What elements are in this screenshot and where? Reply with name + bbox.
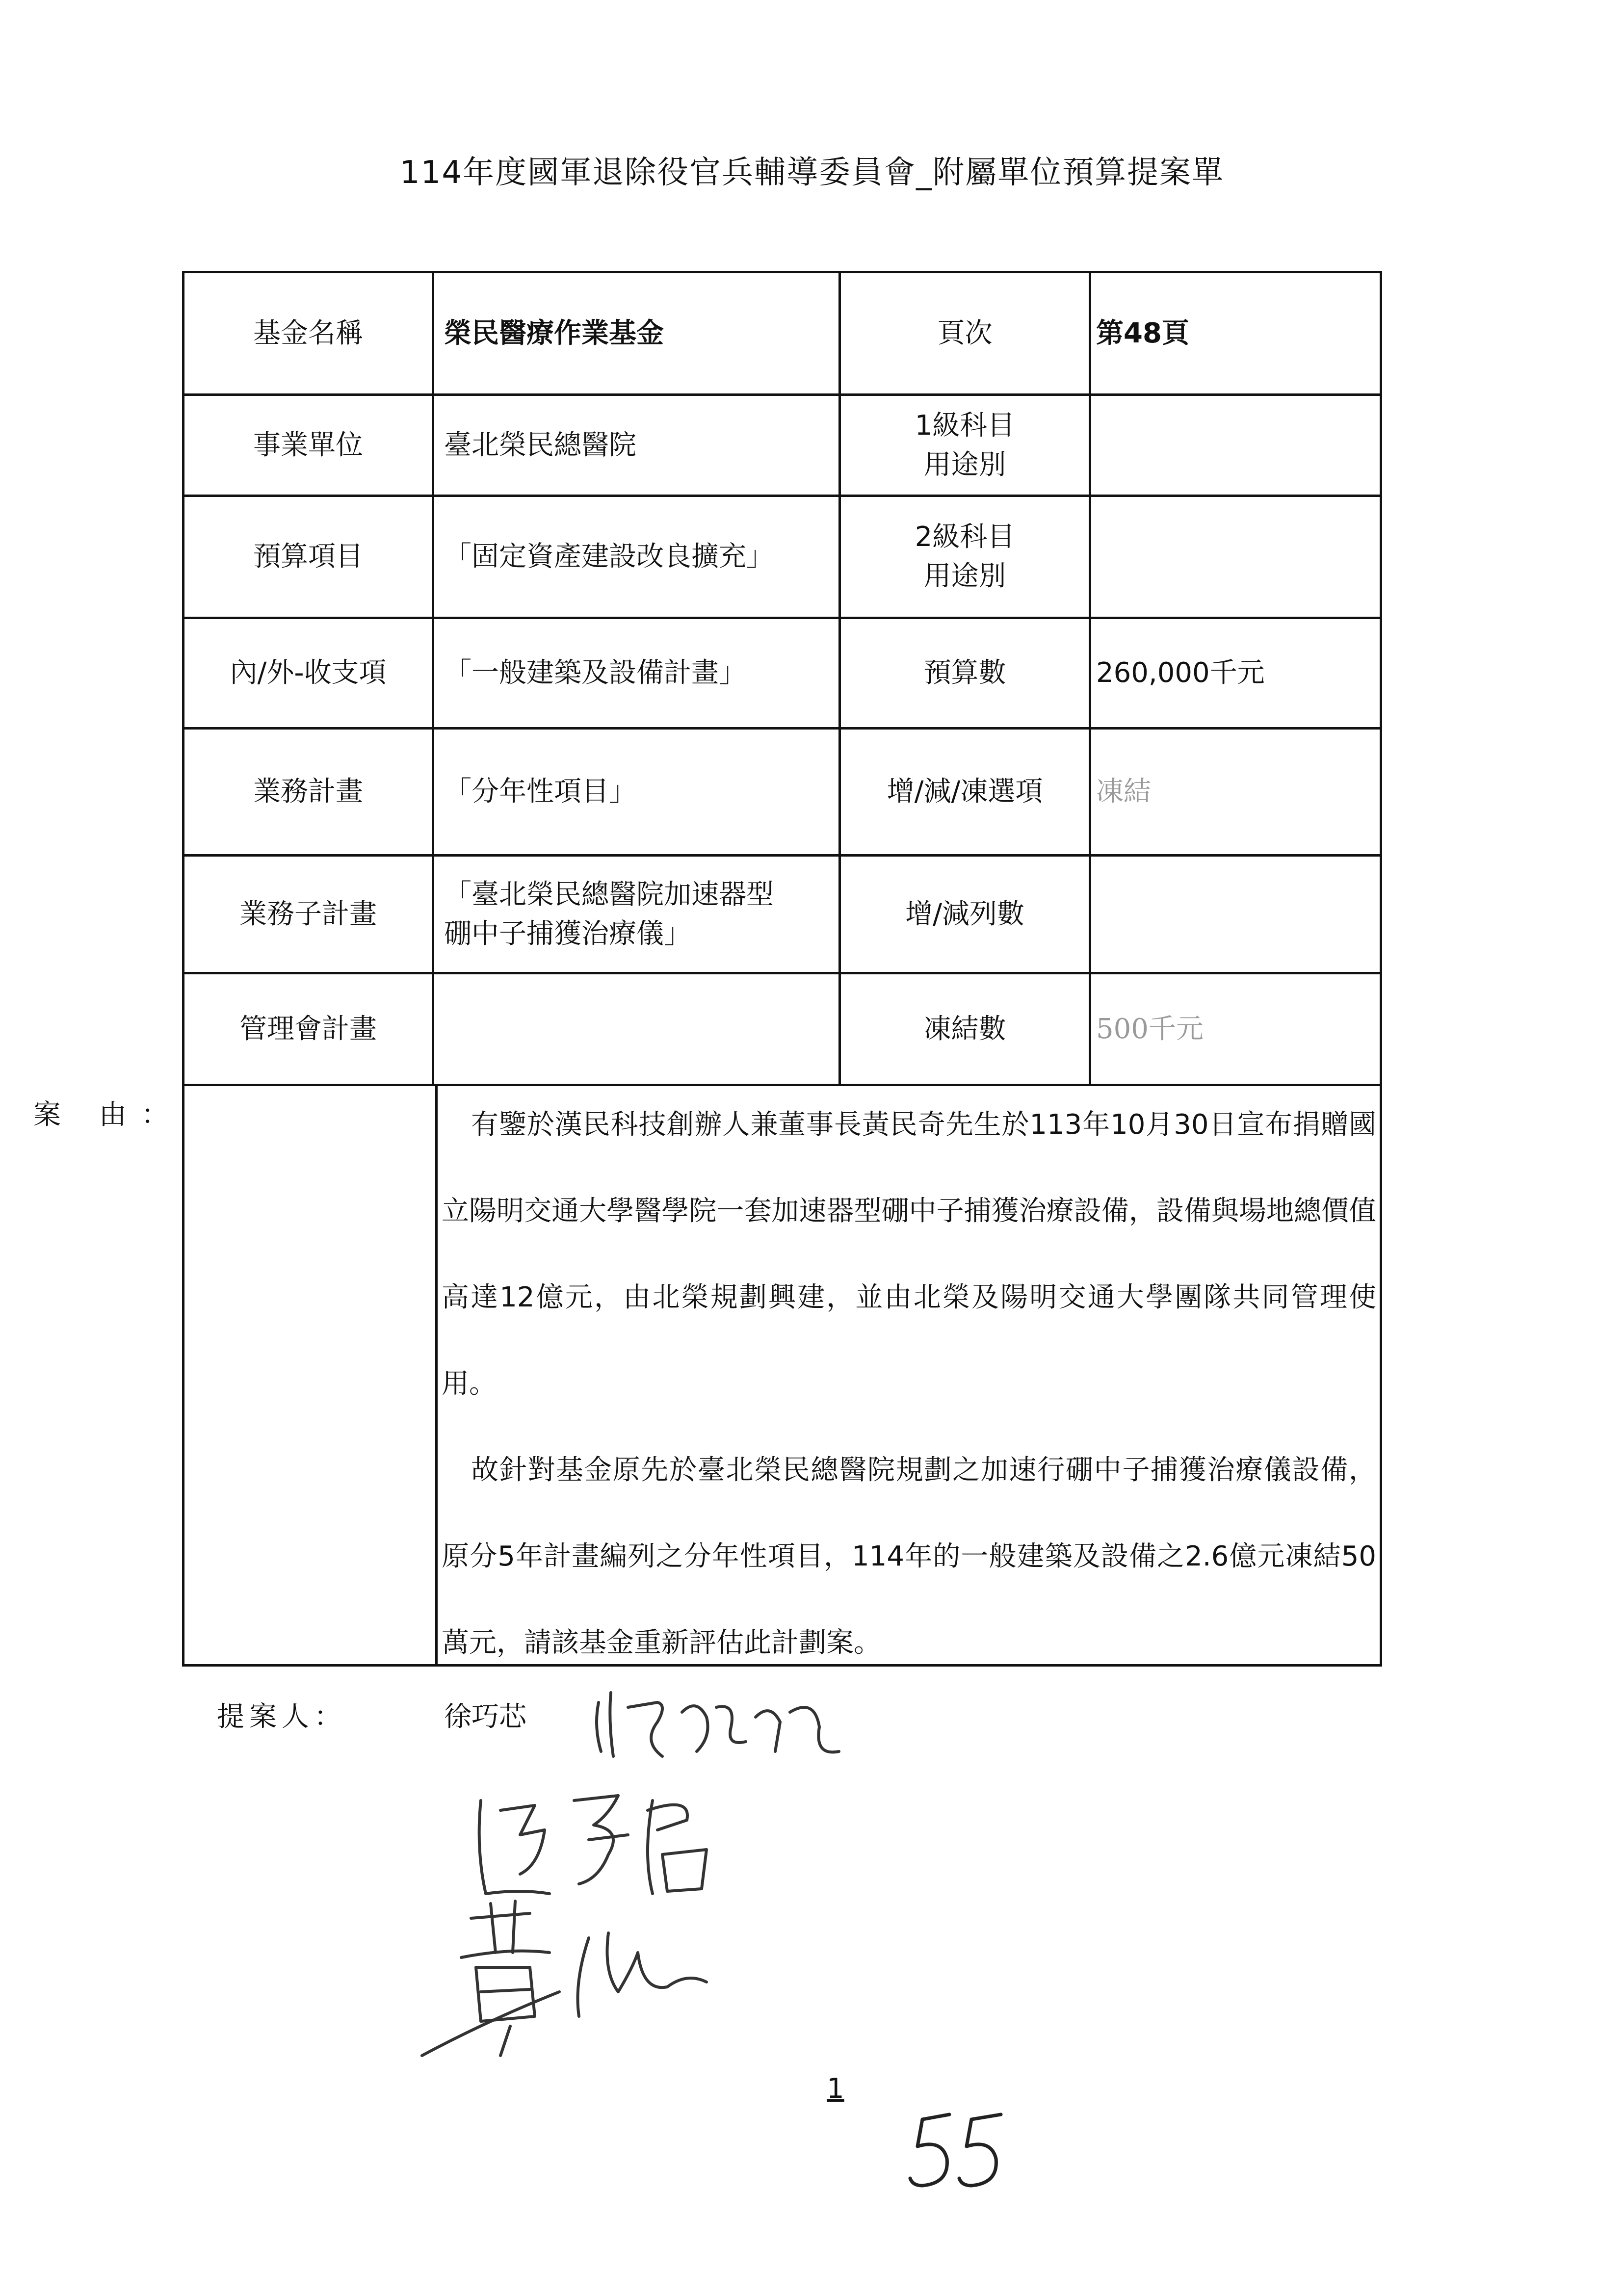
sub-plan-label: 業務子計畫 (239, 898, 377, 930)
unit-label: 事業單位 (253, 429, 363, 461)
budget-item-value: 「固定資產建設改良擴充」 (444, 541, 774, 573)
level2-value (1091, 497, 1381, 617)
inout-label: 內/外-收支項 (230, 657, 387, 689)
proposer-label: 提案人： (217, 1701, 346, 1733)
option-value: 凍結 (1096, 776, 1151, 808)
level2-label (841, 497, 1089, 617)
mgmt-plan-label: 管理會計畫 (239, 1013, 377, 1045)
sub-plan-value-line2: 硼中子捕獲治療儀」 (444, 917, 691, 950)
frozen-amount-value: 500千元 (1096, 1013, 1204, 1045)
level1-value (1091, 396, 1381, 495)
option-label: 增/減/凍選項 (887, 776, 1043, 808)
budget-item-label: 預算項目 (253, 541, 363, 573)
frozen-amount-label: 凍結數 (923, 1013, 1006, 1045)
page-value: 第48頁 (1096, 317, 1189, 349)
row-change-value (1091, 857, 1381, 972)
proposer-name: 徐巧芯 (444, 1701, 526, 1733)
page-number: 1 (827, 2073, 844, 2105)
sub-plan-value (434, 857, 838, 972)
level1-label (841, 396, 1089, 495)
reason-paragraph-2: 故針對基金原先於臺北榮民總醫院規劃之加速行硼中子捕獲治療儀設備，原分5年計畫編列之分年性項目，114年的一般建築及設備之2.6億元凍結50萬元，請該基金重新評估此計劃案。 (442, 1454, 1376, 1659)
reason-paragraph-1: 有鑒於漢民科技創辦人兼董事長黃民奇先生於113年10月30日宣布捐贈國立陽明交通大學醫學院一套加速器型硼中子捕獲治療設備，設備與場地總價值高達12億元，由北榮規劃興建，並由北榮及陽明交通大學團隊共同管理使用。 (442, 1109, 1376, 1400)
fund-name-label: 基金名稱 (253, 317, 363, 349)
table-divider (435, 1085, 438, 1667)
page-label: 頁次 (937, 317, 993, 349)
sub-plan-value-line1: 「臺北榮民總醫院加速器型 (444, 878, 774, 911)
reason-text (442, 1082, 1376, 1686)
page-title: 114年度國軍退除役官兵輔導委員會_附屬單位預算提案單 (399, 155, 1225, 191)
handwritten-signature-1 (584, 1683, 859, 1781)
business-plan-value: 「分年性項目」 (444, 776, 636, 808)
mgmt-plan-value (434, 974, 838, 1084)
budget-amount-label: 預算數 (923, 657, 1006, 689)
handwritten-page-stamp (903, 2105, 1011, 2198)
handwritten-signature-3 (412, 1894, 726, 2070)
level2-label-line1: 2級科目 (915, 521, 1015, 553)
row-change-label: 增/減列數 (905, 898, 1024, 930)
level1-label-line2: 用途別 (923, 448, 1006, 481)
business-plan-label: 業務計畫 (253, 776, 363, 808)
budget-amount-value: 260,000千元 (1096, 657, 1265, 689)
level2-label-line2: 用途別 (923, 560, 1006, 592)
handwritten-signature-2 (461, 1781, 736, 1908)
reason-label: 案 由： (33, 1099, 183, 1131)
unit-value: 臺北榮民總醫院 (444, 429, 636, 461)
inout-value: 「一般建築及設備計畫」 (444, 657, 746, 689)
fund-name-value: 榮民醫療作業基金 (444, 317, 664, 349)
level1-label-line1: 1級科目 (915, 409, 1015, 442)
